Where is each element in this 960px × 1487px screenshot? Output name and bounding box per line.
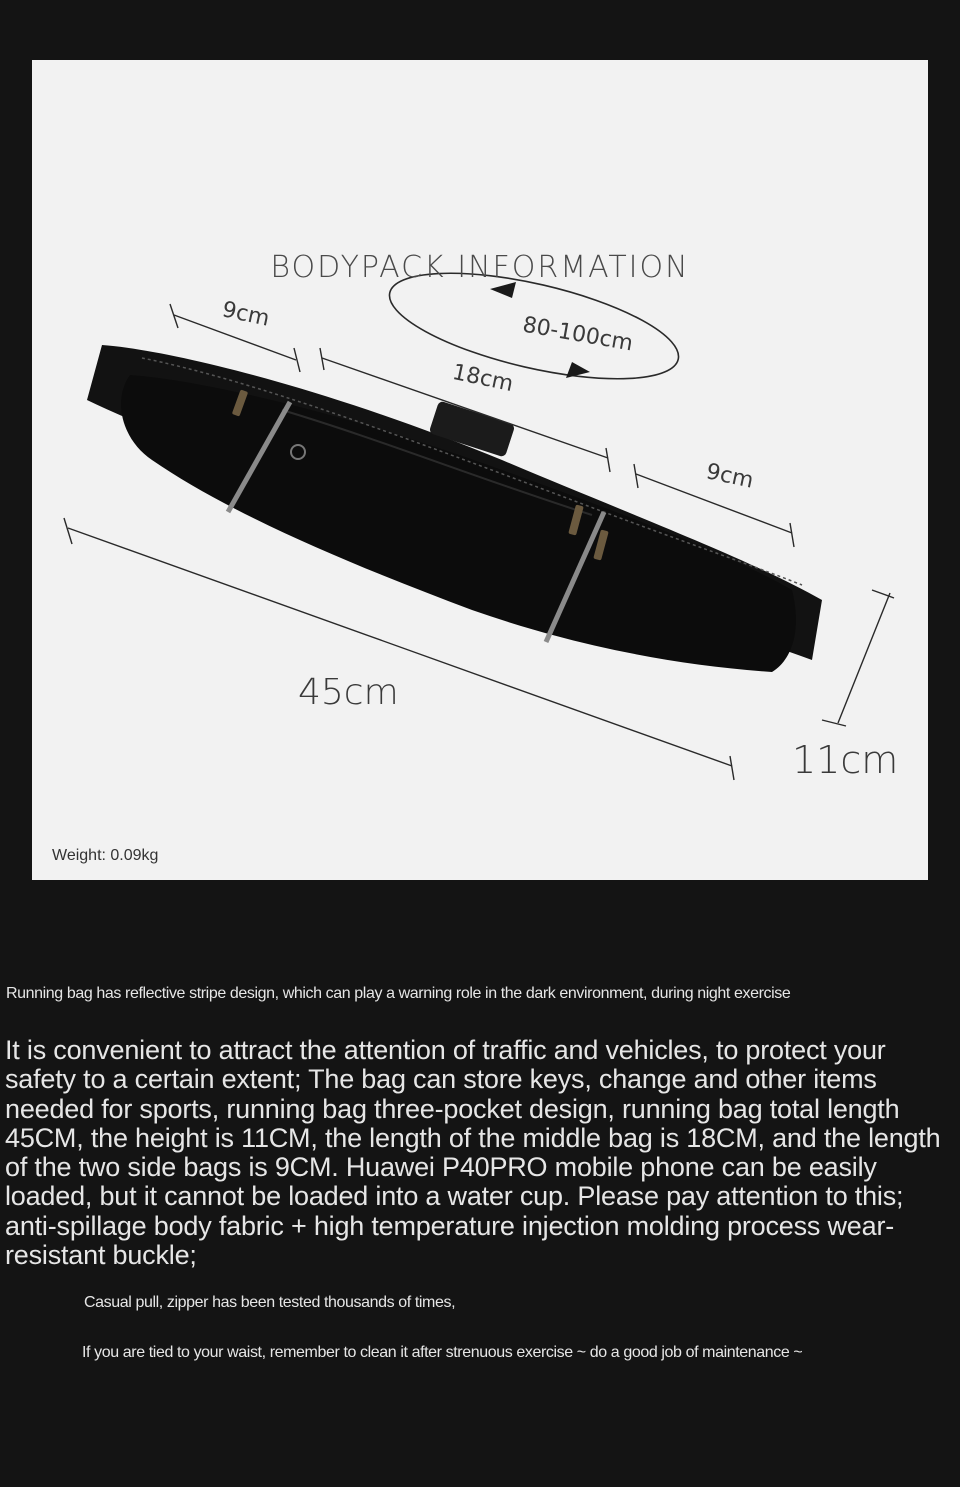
total-length-dimension: 45cm <box>298 672 399 713</box>
panel-title: BODYPACK INFORMATION <box>270 250 690 285</box>
main-description: It is convenient to attract the attention of traffic and vehicles, to protect your safety to a certain extent; The bag can store keys, change and other items needed for sports, running bag three-pocket design, running bag total length 45CM, the height is 11CM, the length of the middle bag is 18CM, and the length of the two side bags is 9CM. Huawei P40PRO mobile phone can be easily loaded, but it cannot be loaded into a water cup. Please pay attention to this; anti-spillage body fabric + high temperature injection molding process wear-resistant buckle; <box>5 1035 941 1271</box>
belt-length-dimension: 80-100cm <box>520 312 635 357</box>
waist-bag-image <box>87 345 822 672</box>
right-pocket-dimension: 9cm <box>703 459 756 494</box>
product-info-panel <box>32 60 928 880</box>
maintenance-note: If you are tied to your waist, remember to clean it after strenuous exercise ~ do a good job of maintenance ~ <box>82 1344 803 1361</box>
height-dimension: 11cm <box>792 738 899 782</box>
left-pocket-dimension: 9cm <box>219 297 272 332</box>
weight-label: Weight: 0.09kg <box>52 847 159 864</box>
intro-text: Running bag has reflective stripe design, which can play a warning role in the dark environment, during night exercise <box>6 985 791 1002</box>
middle-pocket-dimension: 18cm <box>450 359 516 398</box>
zipper-note: Casual pull, zipper has been tested thousands of times, <box>84 1294 456 1311</box>
